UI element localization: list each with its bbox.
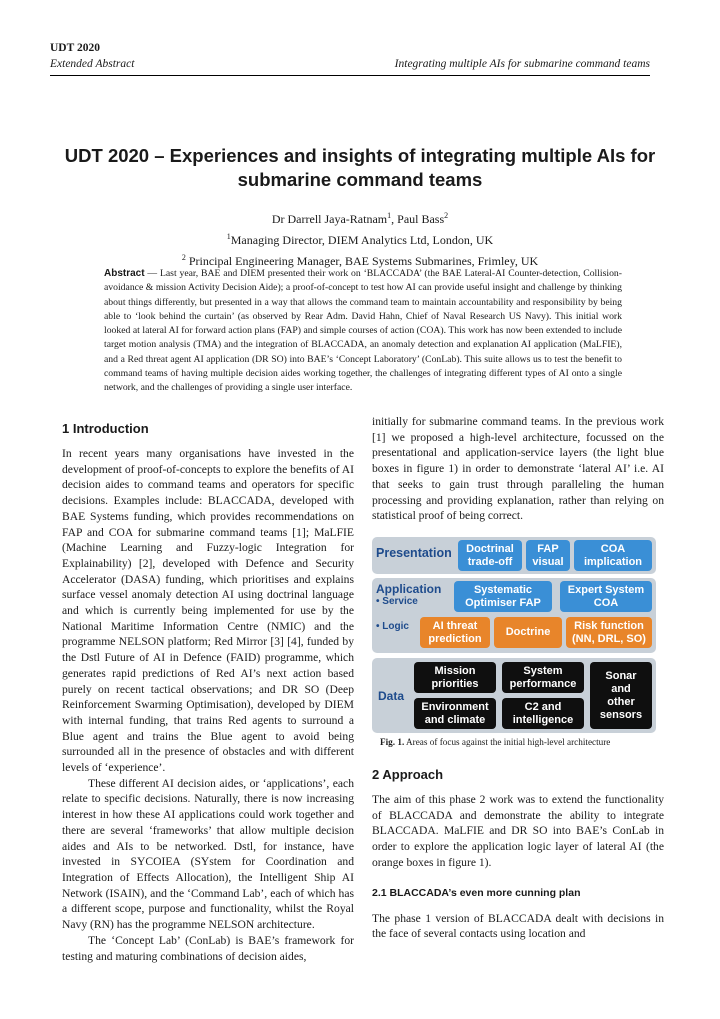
box-system-performance: System performance xyxy=(502,662,584,693)
affiliation-2: $^2$ Principal Engineering Manager, BAE Systems Submarines, Frimley, UK xyxy=(181,253,539,268)
left-column xyxy=(62,421,354,964)
intro-paragraph-3: The ‘Concept Lab’ (ConLab) is BAE’s framework for testing and maturing combinations of decision aides, xyxy=(62,933,354,963)
box-doctrine: Doctrine xyxy=(494,617,562,648)
right-paragraph-1: initially for submarine command teams. In the previous work [1] we proposed a high-level architecture, focussed on the presentational and application-service layers (the light blue boxes in figure 1) in order to demonstrate ‘lateral AI’ i.e. AI that seeks to gain trust through paralleling the human processing and providing explanation, rather than relying on statistical proof of being correct. xyxy=(372,415,664,523)
box-mission-priorities: Mission priorities xyxy=(414,662,496,693)
abstract xyxy=(104,267,622,396)
box-coa-implication: COA implication xyxy=(574,540,652,571)
right-column-bottom xyxy=(372,767,664,942)
box-risk-function: Risk function (NN, DRL, SO) xyxy=(566,617,652,648)
author-names: Dr Darrell Jaya-Ratnam$^1$, Paul Bass$^2$ xyxy=(271,211,449,226)
box-sonar-sensors: Sonar and other sensors xyxy=(590,662,652,729)
caption-label: Fig. 1. xyxy=(380,737,405,747)
intro-paragraph-1: In recent years many organisations have invested in the development of proof-of-concepts to explore the benefits of AI decision aides to command teams and operators for specific decisions. Examples include: BLACCADA, developed with BAE Systems funding, which provides recommendations on FAP and COA for submarine command teams [1]; MaLFIE (Machine Learning and Fuzzy-logic Integration for Explainability) [2], developed with Defence and Security Accelerator (DASA) funding, which prioritises and explains surface vessel anomaly detection AI using doctrinal language and which is currently being implemented for use by the National Maritime Information Centre (NMIC) and the programme NELSON platform; Red Mirror [3] [4], funded by the Dstl Future of AI in Defence (FAID) programme, which generates rapid predictions of Red AI’s next action based purely on recent tactical observations; and DR SO (Deep Reinforcement Swarming Optimisation), developed by DIEM with internal funding, that trains Red agents to surround a Blue agent and trains the Blue agent to avoid being surrounded all in the presence of obstacles and with different levels of ‘experience’. xyxy=(62,447,354,775)
logic-label: • Logic xyxy=(376,621,409,632)
title-line-2: submarine command teams xyxy=(237,169,483,190)
figure-1-architecture xyxy=(372,537,656,733)
abstract-label: Abstract xyxy=(104,268,145,279)
subsection-paragraph-1: The phase 1 version of BLACCADA dealt with decisions in the face of several contacts using location and xyxy=(372,911,664,941)
box-ai-threat-prediction: AI threat prediction xyxy=(420,617,490,648)
title-line-1: UDT 2020 – Experiences and insights of integrating multiple AIs for xyxy=(64,145,656,166)
intro-heading: 1 Introduction xyxy=(62,421,149,436)
application-label: Application xyxy=(376,582,442,596)
authors-block xyxy=(60,207,660,270)
presentation-label: Presentation xyxy=(376,546,452,560)
approach-heading: 2 Approach xyxy=(372,767,444,782)
paper-title xyxy=(60,144,660,192)
right-column-top xyxy=(372,414,664,524)
header-rule xyxy=(50,75,650,76)
box-expert-system: Expert System COA xyxy=(560,581,652,612)
paper-type: Extended Abstract xyxy=(50,58,135,70)
affiliation-1: $^1$Managing Director, DIEM Analytics Ltd, London, UK xyxy=(226,232,494,247)
running-title: Integrating multiple AIs for submarine command teams xyxy=(394,58,650,70)
data-label: Data xyxy=(378,689,405,703)
service-label: • Service xyxy=(376,596,418,607)
approach-paragraph-1: The aim of this phase 2 work was to extend the functionality of BLACCADA and demonstrate the ability to integrate BLACCADA. MaLFIE and DR SO into BAE’s ConLab in order to explore the application logic layer of lateral AI (the orange boxes in figure 1). xyxy=(372,793,664,869)
conference-name: UDT 2020 xyxy=(50,42,100,54)
figure-1-caption xyxy=(380,737,656,747)
box-environment-climate: Environment and climate xyxy=(414,698,496,729)
box-systematic-optimiser: Systematic Optimiser FAP xyxy=(454,581,552,612)
abstract-text: — Last year, BAE and DIEM presented their work on ‘BLACCADA’ (the BAE Lateral-AI Counter-detection, Collision-avoidance & mission Activity Decision Aide); a proof-of-concept to test how AI can provide useful insight and challenge by thinking about things differently, but presented in a way that allows the command team to maintain accountability and responsibility by being able to ‘look behind the curtain’ (as observed by Rear Adm. David Hahn, Chief of Naval Research US Navy). This initial work looked at lateral AI for forward action plans (FAP) and simple courses of action (COA). This work has now been extended to include target motion analysis (TMA) and the integration of BLACCADA, an anomaly detection and explanation AI application (MaLFIE), and a Red threat agent AI application (DR SO) into BAE’s ‘Concept Laboratory’ (ConLab). This suite allows us to test the benefit to command teams of having multiple decision aides working together, the challenges of integrating different types of AI onto a single network, and the challenges of providing a single user interface. xyxy=(104,268,622,394)
caption-text: Areas of focus against the initial high-level architecture xyxy=(404,737,611,747)
intro-paragraph-2: These different AI decision aides, or ‘applications’, each relate to specific decisions. Naturally, there is now increasing interest in how these AI applications could work together and there are several ‘frameworks’ that allow multiple decision aides and AIs to be networked. Dstl, for instance, have invested in SYCOIEA (SYstem for Coordination and Integration of Effects Allocation), the Intelligent Ship AI Network (ISAIN), and the ‘Command Lab’, each of which has a different scope, purpose and functionality, whilst the Royal Navy (RN) has the programme NELSON architecture. xyxy=(62,776,354,932)
box-fap-visual: FAP visual xyxy=(526,540,570,571)
box-doctrinal-tradeoff: Doctrinal trade-off xyxy=(458,540,522,571)
box-c2-intelligence: C2 and intelligence xyxy=(502,698,584,729)
subsection-heading: 2.1 BLACCADA’s even more cunning plan xyxy=(372,886,581,899)
